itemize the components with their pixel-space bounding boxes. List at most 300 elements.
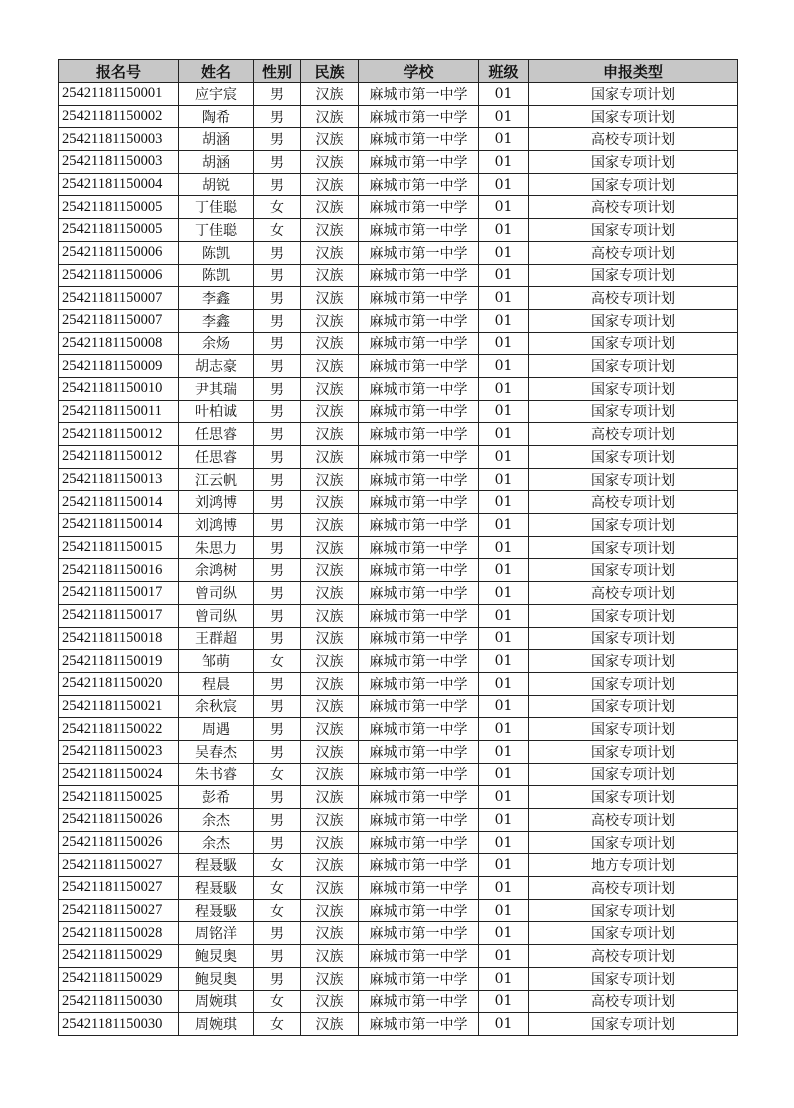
cell-registration-number: 25421181150028 bbox=[59, 922, 179, 945]
cell-ethnicity: 汉族 bbox=[301, 241, 359, 264]
cell-name: 程聂馺 bbox=[179, 877, 254, 900]
cell-school: 麻城市第一中学 bbox=[359, 264, 479, 287]
cell-ethnicity: 汉族 bbox=[301, 831, 359, 854]
cell-gender: 男 bbox=[254, 287, 301, 310]
cell-registration-number: 25421181150007 bbox=[59, 287, 179, 310]
cell-application-type: 国家专项计划 bbox=[529, 219, 738, 242]
cell-class: 01 bbox=[479, 332, 529, 355]
cell-class: 01 bbox=[479, 491, 529, 514]
cell-school: 麻城市第一中学 bbox=[359, 786, 479, 809]
cell-ethnicity: 汉族 bbox=[301, 650, 359, 673]
header-row bbox=[59, 60, 738, 83]
cell-school: 麻城市第一中学 bbox=[359, 536, 479, 559]
header-application-type: 申报类型 bbox=[529, 60, 738, 83]
cell-gender: 男 bbox=[254, 809, 301, 832]
cell-school: 麻城市第一中学 bbox=[359, 446, 479, 469]
table-row bbox=[59, 990, 738, 1013]
cell-application-type: 高校专项计划 bbox=[529, 241, 738, 264]
cell-gender: 男 bbox=[254, 128, 301, 151]
cell-class: 01 bbox=[479, 264, 529, 287]
cell-school: 麻城市第一中学 bbox=[359, 151, 479, 174]
cell-ethnicity: 汉族 bbox=[301, 173, 359, 196]
table-row bbox=[59, 604, 738, 627]
cell-name: 刘鸿博 bbox=[179, 514, 254, 537]
header-gender: 性别 bbox=[254, 60, 301, 83]
cell-application-type: 国家专项计划 bbox=[529, 355, 738, 378]
cell-registration-number: 25421181150019 bbox=[59, 650, 179, 673]
cell-registration-number: 25421181150006 bbox=[59, 241, 179, 264]
cell-class: 01 bbox=[479, 83, 529, 106]
cell-registration-number: 25421181150027 bbox=[59, 899, 179, 922]
cell-ethnicity: 汉族 bbox=[301, 627, 359, 650]
cell-name: 邹萌 bbox=[179, 650, 254, 673]
cell-school: 麻城市第一中学 bbox=[359, 604, 479, 627]
cell-registration-number: 25421181150003 bbox=[59, 128, 179, 151]
cell-class: 01 bbox=[479, 582, 529, 605]
table-row bbox=[59, 219, 738, 242]
cell-name: 叶柏诚 bbox=[179, 400, 254, 423]
cell-gender: 男 bbox=[254, 831, 301, 854]
cell-class: 01 bbox=[479, 854, 529, 877]
cell-gender: 男 bbox=[254, 377, 301, 400]
cell-school: 麻城市第一中学 bbox=[359, 332, 479, 355]
cell-school: 麻城市第一中学 bbox=[359, 173, 479, 196]
cell-application-type: 高校专项计划 bbox=[529, 287, 738, 310]
table-row bbox=[59, 377, 738, 400]
header-name: 姓名 bbox=[179, 60, 254, 83]
cell-ethnicity: 汉族 bbox=[301, 877, 359, 900]
cell-school: 麻城市第一中学 bbox=[359, 514, 479, 537]
cell-application-type: 国家专项计划 bbox=[529, 831, 738, 854]
cell-school: 麻城市第一中学 bbox=[359, 105, 479, 128]
cell-class: 01 bbox=[479, 309, 529, 332]
cell-application-type: 国家专项计划 bbox=[529, 309, 738, 332]
cell-ethnicity: 汉族 bbox=[301, 468, 359, 491]
cell-school: 麻城市第一中学 bbox=[359, 1013, 479, 1036]
cell-registration-number: 25421181150027 bbox=[59, 877, 179, 900]
cell-gender: 男 bbox=[254, 173, 301, 196]
cell-registration-number: 25421181150022 bbox=[59, 718, 179, 741]
cell-ethnicity: 汉族 bbox=[301, 128, 359, 151]
cell-ethnicity: 汉族 bbox=[301, 899, 359, 922]
table-row bbox=[59, 264, 738, 287]
cell-registration-number: 25421181150030 bbox=[59, 1013, 179, 1036]
cell-school: 麻城市第一中学 bbox=[359, 809, 479, 832]
cell-gender: 男 bbox=[254, 514, 301, 537]
cell-name: 吴春杰 bbox=[179, 740, 254, 763]
cell-school: 麻城市第一中学 bbox=[359, 763, 479, 786]
cell-registration-number: 25421181150014 bbox=[59, 491, 179, 514]
cell-class: 01 bbox=[479, 945, 529, 968]
cell-registration-number: 25421181150017 bbox=[59, 582, 179, 605]
table-row bbox=[59, 83, 738, 106]
cell-registration-number: 25421181150027 bbox=[59, 854, 179, 877]
cell-application-type: 国家专项计划 bbox=[529, 377, 738, 400]
cell-gender: 女 bbox=[254, 877, 301, 900]
cell-application-type: 国家专项计划 bbox=[529, 763, 738, 786]
cell-ethnicity: 汉族 bbox=[301, 922, 359, 945]
cell-ethnicity: 汉族 bbox=[301, 355, 359, 378]
table-row bbox=[59, 831, 738, 854]
cell-ethnicity: 汉族 bbox=[301, 967, 359, 990]
cell-registration-number: 25421181150005 bbox=[59, 196, 179, 219]
cell-registration-number: 25421181150020 bbox=[59, 672, 179, 695]
table-row bbox=[59, 922, 738, 945]
cell-ethnicity: 汉族 bbox=[301, 809, 359, 832]
cell-school: 麻城市第一中学 bbox=[359, 309, 479, 332]
table-row bbox=[59, 809, 738, 832]
cell-registration-number: 25421181150001 bbox=[59, 83, 179, 106]
cell-ethnicity: 汉族 bbox=[301, 514, 359, 537]
cell-gender: 男 bbox=[254, 151, 301, 174]
cell-class: 01 bbox=[479, 377, 529, 400]
cell-name: 周铭洋 bbox=[179, 922, 254, 945]
cell-school: 麻城市第一中学 bbox=[359, 854, 479, 877]
table-row bbox=[59, 514, 738, 537]
cell-application-type: 高校专项计划 bbox=[529, 945, 738, 968]
cell-name: 周遇 bbox=[179, 718, 254, 741]
cell-name: 陶希 bbox=[179, 105, 254, 128]
cell-class: 01 bbox=[479, 196, 529, 219]
cell-school: 麻城市第一中学 bbox=[359, 423, 479, 446]
table-row bbox=[59, 718, 738, 741]
table-row bbox=[59, 446, 738, 469]
table-row bbox=[59, 151, 738, 174]
cell-gender: 女 bbox=[254, 196, 301, 219]
cell-class: 01 bbox=[479, 355, 529, 378]
cell-class: 01 bbox=[479, 423, 529, 446]
cell-name: 鲍炅奥 bbox=[179, 967, 254, 990]
cell-gender: 男 bbox=[254, 105, 301, 128]
cell-registration-number: 25421181150026 bbox=[59, 809, 179, 832]
cell-name: 余杰 bbox=[179, 831, 254, 854]
cell-class: 01 bbox=[479, 650, 529, 673]
cell-application-type: 国家专项计划 bbox=[529, 559, 738, 582]
cell-registration-number: 25421181150029 bbox=[59, 945, 179, 968]
table-row bbox=[59, 196, 738, 219]
cell-registration-number: 25421181150014 bbox=[59, 514, 179, 537]
cell-application-type: 国家专项计划 bbox=[529, 786, 738, 809]
cell-gender: 男 bbox=[254, 672, 301, 695]
cell-registration-number: 25421181150026 bbox=[59, 831, 179, 854]
cell-application-type: 高校专项计划 bbox=[529, 990, 738, 1013]
header-school: 学校 bbox=[359, 60, 479, 83]
cell-class: 01 bbox=[479, 786, 529, 809]
cell-gender: 女 bbox=[254, 1013, 301, 1036]
cell-name: 彭希 bbox=[179, 786, 254, 809]
cell-name: 余鸿树 bbox=[179, 559, 254, 582]
cell-gender: 男 bbox=[254, 718, 301, 741]
cell-application-type: 国家专项计划 bbox=[529, 718, 738, 741]
table-row bbox=[59, 355, 738, 378]
cell-ethnicity: 汉族 bbox=[301, 854, 359, 877]
cell-registration-number: 25421181150006 bbox=[59, 264, 179, 287]
cell-gender: 男 bbox=[254, 264, 301, 287]
table-row bbox=[59, 400, 738, 423]
cell-name: 任思睿 bbox=[179, 423, 254, 446]
cell-registration-number: 25421181150004 bbox=[59, 173, 179, 196]
cell-name: 李鑫 bbox=[179, 287, 254, 310]
table-row bbox=[59, 128, 738, 151]
cell-gender: 男 bbox=[254, 582, 301, 605]
cell-name: 程聂馺 bbox=[179, 854, 254, 877]
cell-name: 胡涵 bbox=[179, 128, 254, 151]
cell-school: 麻城市第一中学 bbox=[359, 196, 479, 219]
cell-gender: 男 bbox=[254, 400, 301, 423]
cell-registration-number: 25421181150015 bbox=[59, 536, 179, 559]
cell-name: 胡志豪 bbox=[179, 355, 254, 378]
cell-name: 胡涵 bbox=[179, 151, 254, 174]
cell-class: 01 bbox=[479, 831, 529, 854]
cell-application-type: 国家专项计划 bbox=[529, 967, 738, 990]
cell-name: 朱书睿 bbox=[179, 763, 254, 786]
cell-ethnicity: 汉族 bbox=[301, 83, 359, 106]
table-row bbox=[59, 945, 738, 968]
cell-class: 01 bbox=[479, 536, 529, 559]
cell-name: 余秋宸 bbox=[179, 695, 254, 718]
cell-name: 陈凯 bbox=[179, 241, 254, 264]
cell-ethnicity: 汉族 bbox=[301, 945, 359, 968]
cell-school: 麻城市第一中学 bbox=[359, 491, 479, 514]
cell-ethnicity: 汉族 bbox=[301, 309, 359, 332]
cell-ethnicity: 汉族 bbox=[301, 151, 359, 174]
table-row bbox=[59, 332, 738, 355]
cell-registration-number: 25421181150029 bbox=[59, 967, 179, 990]
cell-school: 麻城市第一中学 bbox=[359, 831, 479, 854]
cell-ethnicity: 汉族 bbox=[301, 559, 359, 582]
cell-class: 01 bbox=[479, 922, 529, 945]
cell-school: 麻城市第一中学 bbox=[359, 355, 479, 378]
cell-gender: 女 bbox=[254, 854, 301, 877]
cell-class: 01 bbox=[479, 877, 529, 900]
cell-ethnicity: 汉族 bbox=[301, 786, 359, 809]
cell-school: 麻城市第一中学 bbox=[359, 219, 479, 242]
cell-gender: 男 bbox=[254, 967, 301, 990]
cell-name: 江云帆 bbox=[179, 468, 254, 491]
cell-gender: 女 bbox=[254, 763, 301, 786]
cell-school: 麻城市第一中学 bbox=[359, 695, 479, 718]
cell-registration-number: 25421181150012 bbox=[59, 423, 179, 446]
cell-application-type: 国家专项计划 bbox=[529, 650, 738, 673]
cell-registration-number: 25421181150007 bbox=[59, 309, 179, 332]
cell-school: 麻城市第一中学 bbox=[359, 967, 479, 990]
table-row bbox=[59, 786, 738, 809]
cell-name: 王群超 bbox=[179, 627, 254, 650]
table-row bbox=[59, 877, 738, 900]
cell-ethnicity: 汉族 bbox=[301, 740, 359, 763]
cell-gender: 男 bbox=[254, 536, 301, 559]
cell-name: 曾司纵 bbox=[179, 582, 254, 605]
cell-ethnicity: 汉族 bbox=[301, 446, 359, 469]
cell-class: 01 bbox=[479, 899, 529, 922]
cell-ethnicity: 汉族 bbox=[301, 582, 359, 605]
cell-school: 麻城市第一中学 bbox=[359, 990, 479, 1013]
cell-application-type: 高校专项计划 bbox=[529, 491, 738, 514]
cell-name: 周婉琪 bbox=[179, 1013, 254, 1036]
cell-ethnicity: 汉族 bbox=[301, 718, 359, 741]
table-row bbox=[59, 763, 738, 786]
cell-application-type: 国家专项计划 bbox=[529, 332, 738, 355]
cell-class: 01 bbox=[479, 241, 529, 264]
cell-application-type: 国家专项计划 bbox=[529, 173, 738, 196]
cell-class: 01 bbox=[479, 219, 529, 242]
cell-ethnicity: 汉族 bbox=[301, 377, 359, 400]
cell-ethnicity: 汉族 bbox=[301, 423, 359, 446]
cell-application-type: 国家专项计划 bbox=[529, 627, 738, 650]
cell-name: 刘鸿博 bbox=[179, 491, 254, 514]
cell-ethnicity: 汉族 bbox=[301, 219, 359, 242]
table-row bbox=[59, 627, 738, 650]
table-row bbox=[59, 241, 738, 264]
cell-ethnicity: 汉族 bbox=[301, 264, 359, 287]
table-row bbox=[59, 173, 738, 196]
cell-class: 01 bbox=[479, 672, 529, 695]
cell-registration-number: 25421181150005 bbox=[59, 219, 179, 242]
cell-application-type: 国家专项计划 bbox=[529, 446, 738, 469]
cell-class: 01 bbox=[479, 446, 529, 469]
cell-gender: 男 bbox=[254, 627, 301, 650]
cell-class: 01 bbox=[479, 627, 529, 650]
header-registration-number: 报名号 bbox=[59, 60, 179, 83]
table-row bbox=[59, 650, 738, 673]
cell-application-type: 国家专项计划 bbox=[529, 264, 738, 287]
cell-name: 鲍炅奥 bbox=[179, 945, 254, 968]
roster-table bbox=[58, 59, 738, 1036]
cell-school: 麻城市第一中学 bbox=[359, 377, 479, 400]
cell-registration-number: 25421181150025 bbox=[59, 786, 179, 809]
cell-name: 周婉琪 bbox=[179, 990, 254, 1013]
cell-school: 麻城市第一中学 bbox=[359, 650, 479, 673]
table-row bbox=[59, 695, 738, 718]
cell-registration-number: 25421181150009 bbox=[59, 355, 179, 378]
cell-class: 01 bbox=[479, 990, 529, 1013]
cell-application-type: 国家专项计划 bbox=[529, 105, 738, 128]
table-row bbox=[59, 899, 738, 922]
cell-gender: 男 bbox=[254, 446, 301, 469]
cell-gender: 男 bbox=[254, 309, 301, 332]
cell-class: 01 bbox=[479, 128, 529, 151]
cell-application-type: 国家专项计划 bbox=[529, 740, 738, 763]
cell-school: 麻城市第一中学 bbox=[359, 922, 479, 945]
table-row bbox=[59, 309, 738, 332]
cell-application-type: 高校专项计划 bbox=[529, 582, 738, 605]
cell-application-type: 国家专项计划 bbox=[529, 604, 738, 627]
cell-application-type: 国家专项计划 bbox=[529, 468, 738, 491]
cell-gender: 男 bbox=[254, 423, 301, 446]
cell-application-type: 国家专项计划 bbox=[529, 151, 738, 174]
cell-gender: 男 bbox=[254, 332, 301, 355]
cell-name: 朱思力 bbox=[179, 536, 254, 559]
cell-class: 01 bbox=[479, 604, 529, 627]
cell-gender: 男 bbox=[254, 922, 301, 945]
cell-ethnicity: 汉族 bbox=[301, 332, 359, 355]
cell-class: 01 bbox=[479, 740, 529, 763]
cell-class: 01 bbox=[479, 287, 529, 310]
cell-school: 麻城市第一中学 bbox=[359, 559, 479, 582]
cell-ethnicity: 汉族 bbox=[301, 604, 359, 627]
cell-gender: 男 bbox=[254, 559, 301, 582]
cell-ethnicity: 汉族 bbox=[301, 763, 359, 786]
cell-gender: 男 bbox=[254, 695, 301, 718]
cell-class: 01 bbox=[479, 695, 529, 718]
cell-school: 麻城市第一中学 bbox=[359, 672, 479, 695]
cell-class: 01 bbox=[479, 967, 529, 990]
cell-gender: 女 bbox=[254, 219, 301, 242]
cell-gender: 男 bbox=[254, 491, 301, 514]
cell-application-type: 国家专项计划 bbox=[529, 695, 738, 718]
cell-ethnicity: 汉族 bbox=[301, 1013, 359, 1036]
cell-application-type: 国家专项计划 bbox=[529, 536, 738, 559]
table-row bbox=[59, 536, 738, 559]
cell-gender: 男 bbox=[254, 241, 301, 264]
cell-name: 曾司纵 bbox=[179, 604, 254, 627]
cell-registration-number: 25421181150017 bbox=[59, 604, 179, 627]
cell-school: 麻城市第一中学 bbox=[359, 241, 479, 264]
cell-application-type: 国家专项计划 bbox=[529, 672, 738, 695]
cell-ethnicity: 汉族 bbox=[301, 672, 359, 695]
cell-name: 余炀 bbox=[179, 332, 254, 355]
cell-name: 胡锐 bbox=[179, 173, 254, 196]
cell-name: 尹其瑞 bbox=[179, 377, 254, 400]
cell-class: 01 bbox=[479, 1013, 529, 1036]
cell-gender: 女 bbox=[254, 899, 301, 922]
cell-school: 麻城市第一中学 bbox=[359, 718, 479, 741]
cell-class: 01 bbox=[479, 468, 529, 491]
cell-class: 01 bbox=[479, 809, 529, 832]
table-row bbox=[59, 672, 738, 695]
cell-application-type: 国家专项计划 bbox=[529, 899, 738, 922]
cell-registration-number: 25421181150023 bbox=[59, 740, 179, 763]
cell-application-type: 地方专项计划 bbox=[529, 854, 738, 877]
cell-gender: 男 bbox=[254, 604, 301, 627]
cell-registration-number: 25421181150008 bbox=[59, 332, 179, 355]
cell-name: 丁佳聪 bbox=[179, 219, 254, 242]
cell-ethnicity: 汉族 bbox=[301, 695, 359, 718]
cell-ethnicity: 汉族 bbox=[301, 491, 359, 514]
cell-name: 应宇宸 bbox=[179, 83, 254, 106]
table-row bbox=[59, 582, 738, 605]
cell-school: 麻城市第一中学 bbox=[359, 83, 479, 106]
table-row bbox=[59, 967, 738, 990]
cell-registration-number: 25421181150012 bbox=[59, 446, 179, 469]
cell-name: 任思睿 bbox=[179, 446, 254, 469]
cell-gender: 男 bbox=[254, 786, 301, 809]
cell-application-type: 国家专项计划 bbox=[529, 514, 738, 537]
cell-class: 01 bbox=[479, 173, 529, 196]
cell-ethnicity: 汉族 bbox=[301, 990, 359, 1013]
header-ethnicity: 民族 bbox=[301, 60, 359, 83]
cell-application-type: 高校专项计划 bbox=[529, 196, 738, 219]
cell-school: 麻城市第一中学 bbox=[359, 627, 479, 650]
cell-registration-number: 25421181150002 bbox=[59, 105, 179, 128]
cell-school: 麻城市第一中学 bbox=[359, 945, 479, 968]
table-row bbox=[59, 740, 738, 763]
table-row bbox=[59, 105, 738, 128]
cell-ethnicity: 汉族 bbox=[301, 105, 359, 128]
table-row bbox=[59, 854, 738, 877]
cell-application-type: 国家专项计划 bbox=[529, 1013, 738, 1036]
table-header bbox=[59, 60, 738, 83]
cell-registration-number: 25421181150030 bbox=[59, 990, 179, 1013]
cell-school: 麻城市第一中学 bbox=[359, 899, 479, 922]
cell-name: 程聂馺 bbox=[179, 899, 254, 922]
cell-registration-number: 25421181150010 bbox=[59, 377, 179, 400]
cell-name: 丁佳聪 bbox=[179, 196, 254, 219]
cell-school: 麻城市第一中学 bbox=[359, 128, 479, 151]
cell-gender: 男 bbox=[254, 945, 301, 968]
cell-school: 麻城市第一中学 bbox=[359, 287, 479, 310]
cell-application-type: 高校专项计划 bbox=[529, 423, 738, 446]
